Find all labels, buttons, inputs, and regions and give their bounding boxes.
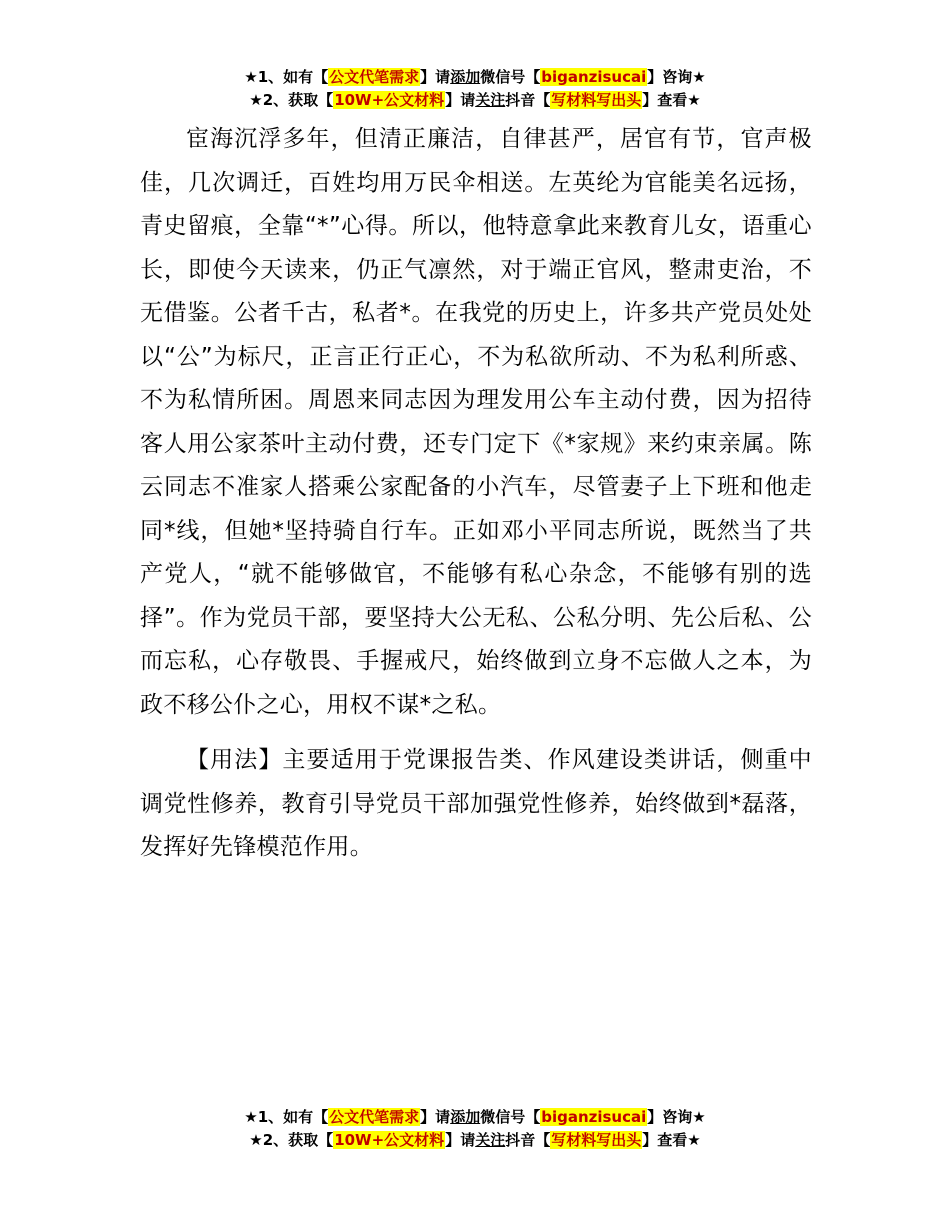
banner-text: 】咨询★	[647, 1108, 706, 1126]
footer-banner-line-2	[0, 1129, 950, 1152]
banner-text: 】请	[420, 1108, 451, 1126]
footer-banner	[0, 1106, 950, 1152]
highlight-service: 公文代笔需求	[329, 1108, 420, 1126]
banner-text: ★1、如有【	[244, 68, 329, 86]
header-banner-line-2	[0, 89, 950, 112]
highlight-materials: 10W+公文材料	[334, 1131, 445, 1149]
document-body	[140, 118, 812, 870]
banner-text: 抖音【	[505, 1131, 551, 1149]
banner-text: 】请	[445, 91, 476, 109]
highlight-wechat-id: biganzisucai	[541, 68, 647, 86]
banner-text: 微信号【	[480, 68, 541, 86]
highlight-service: 公文代笔需求	[329, 68, 420, 86]
banner-text: ★2、获取【	[249, 91, 334, 109]
underlined-text: 关注	[475, 1131, 506, 1149]
underlined-text: 添加	[450, 68, 481, 86]
underlined-text: 添加	[450, 1108, 481, 1126]
body-paragraph-usage: 【用法】主要适用于党课报告类、作风建设类讲话，侧重中调党性修养，教育引导党员干部加强党性修养，始终做到*磊落，发挥好先锋模范作用。	[140, 747, 812, 860]
header-banner-line-1	[0, 66, 950, 89]
underlined-text: 关注	[475, 91, 506, 109]
banner-text: 微信号【	[480, 1108, 541, 1126]
banner-text: ★2、获取【	[249, 1131, 334, 1149]
body-paragraph-1: 宦海沉浮多年，但清正廉洁，自律甚严，居官有节，官声极佳，几次调迁，百姓均用万民伞相送。左英纶为官能美名远扬，青史留痕，全靠“*”心得。所以，他特意拿此来教育儿女，语重心长，即使今天读来，仍正气凛然，对于端正官风，整肃吏治，不无借鉴。公者千古，私者*。在我党的历史上，许多共产党员处处以“公”为标尺，正言正行正心，不为私欲所动、不为私利所惑、不为私情所困。周恩来同志因为理发用公车主动付费，因为招待客人用公家茶叶主动付费，还专门定下《*家规》来约束亲属。陈云同志不准家人搭乘公家配备的小汽车，尽管妻子上下班和他走同*线，但她*坚持骑自行车。正如邓小平同志所说，既然当了共产党人，“就不能够做官，不能够有私心杂念，不能够有别的选择”。作为党员干部，要坚持大公无私、公私分明、先公后私、公而忘私，心存敬畏、手握戒尺，始终做到立身不忘做人之本，为政不移公仆之心，用权不谋*之私。	[140, 126, 812, 718]
banner-text: 】查看★	[642, 91, 701, 109]
footer-banner-line-1	[0, 1106, 950, 1129]
banner-text: 】请	[420, 68, 451, 86]
highlight-douyin-account: 写材料写出头	[551, 91, 642, 109]
banner-text: 】咨询★	[647, 68, 706, 86]
banner-text: 抖音【	[505, 91, 551, 109]
highlight-wechat-id: biganzisucai	[541, 1108, 647, 1126]
header-banner	[0, 66, 950, 112]
banner-text: 】请	[445, 1131, 476, 1149]
banner-text: ★1、如有【	[244, 1108, 329, 1126]
highlight-materials: 10W+公文材料	[334, 91, 445, 109]
banner-text: 】查看★	[642, 1131, 701, 1149]
highlight-douyin-account: 写材料写出头	[551, 1131, 642, 1149]
